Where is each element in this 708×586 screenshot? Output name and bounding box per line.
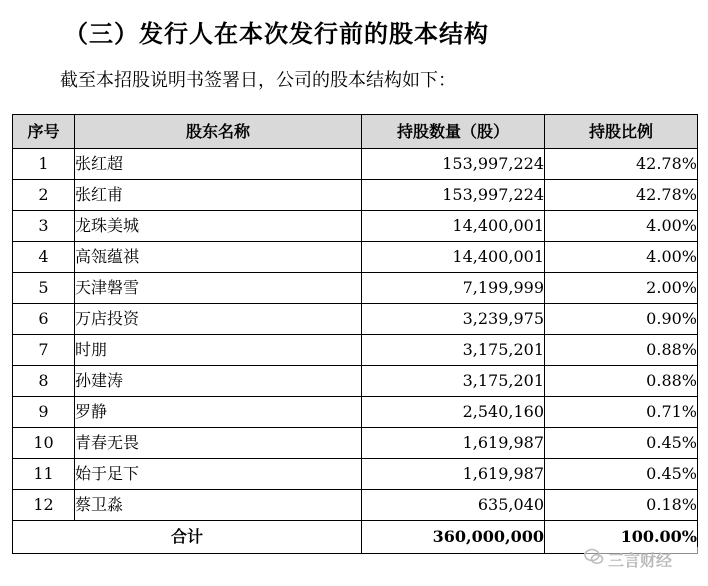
- section-title: （三）发行人在本次发行前的股本结构: [64, 19, 489, 48]
- table-row: [13, 304, 698, 335]
- table-row: [13, 366, 698, 397]
- row-index: 8: [13, 366, 75, 397]
- row-ratio: 0.90%: [545, 304, 698, 335]
- table-row: [13, 397, 698, 428]
- total-label: 合计: [13, 521, 362, 554]
- row-ratio: 0.45%: [545, 459, 698, 490]
- total-shares: 360,000,000: [362, 521, 545, 554]
- row-ratio: 4.00%: [545, 211, 698, 242]
- row-holder: 罗静: [75, 397, 362, 428]
- watermark-text: 三言财经: [608, 550, 673, 570]
- row-ratio: 0.88%: [545, 335, 698, 366]
- row-holder: 始于足下: [75, 459, 362, 490]
- row-shares: 14,400,001: [362, 211, 545, 242]
- row-index: 3: [13, 211, 75, 242]
- row-holder: 天津磐雪: [75, 273, 362, 304]
- row-holder: 张红超: [75, 149, 362, 180]
- header-ratio: 持股比例: [545, 115, 698, 149]
- row-ratio: 0.18%: [545, 490, 698, 521]
- watermark: [584, 547, 702, 571]
- row-shares: 14,400,001: [362, 242, 545, 273]
- row-shares: 3,175,201: [362, 335, 545, 366]
- row-holder: 龙珠美城: [75, 211, 362, 242]
- table-row: [13, 335, 698, 366]
- row-index: 5: [13, 273, 75, 304]
- table-row: [13, 428, 698, 459]
- row-holder: 张红甫: [75, 180, 362, 211]
- row-shares: 2,540,160: [362, 397, 545, 428]
- header-holder: 股东名称: [75, 115, 362, 149]
- row-index: 2: [13, 180, 75, 211]
- table-row: [13, 180, 698, 211]
- shareholder-table: [12, 114, 698, 554]
- row-ratio: 42.78%: [545, 180, 698, 211]
- row-index: 4: [13, 242, 75, 273]
- row-shares: 3,239,975: [362, 304, 545, 335]
- chat-bubble-logo-icon: [584, 548, 604, 570]
- row-index: 9: [13, 397, 75, 428]
- row-ratio: 0.88%: [545, 366, 698, 397]
- row-shares: 3,175,201: [362, 366, 545, 397]
- row-holder: 高瓴蕴祺: [75, 242, 362, 273]
- row-shares: 1,619,987: [362, 459, 545, 490]
- row-shares: 153,997,224: [362, 149, 545, 180]
- table-row: [13, 149, 698, 180]
- header-index: 序号: [13, 115, 75, 149]
- intro-text: 截至本招股说明书签署日，公司的股本结构如下：: [60, 70, 456, 91]
- row-ratio: 42.78%: [545, 149, 698, 180]
- row-index: 7: [13, 335, 75, 366]
- row-index: 10: [13, 428, 75, 459]
- table-row: [13, 242, 698, 273]
- row-shares: 153,997,224: [362, 180, 545, 211]
- row-ratio: 2.00%: [545, 273, 698, 304]
- table-row: [13, 459, 698, 490]
- row-holder: 时朋: [75, 335, 362, 366]
- row-index: 12: [13, 490, 75, 521]
- row-holder: 蔡卫淼: [75, 490, 362, 521]
- table-header-row: [13, 115, 698, 149]
- table-row: [13, 211, 698, 242]
- total-ratio: 100.00%: [545, 521, 698, 554]
- row-ratio: 0.45%: [545, 428, 698, 459]
- row-shares: 7,199,999: [362, 273, 545, 304]
- row-ratio: 0.71%: [545, 397, 698, 428]
- table-row: [13, 273, 698, 304]
- row-holder: 青春无畏: [75, 428, 362, 459]
- row-index: 6: [13, 304, 75, 335]
- row-shares: 1,619,987: [362, 428, 545, 459]
- row-index: 11: [13, 459, 75, 490]
- table-row: [13, 490, 698, 521]
- header-shares: 持股数量（股）: [362, 115, 545, 149]
- row-ratio: 4.00%: [545, 242, 698, 273]
- row-index: 1: [13, 149, 75, 180]
- row-shares: 635,040: [362, 490, 545, 521]
- row-holder: 万店投资: [75, 304, 362, 335]
- row-holder: 孙建涛: [75, 366, 362, 397]
